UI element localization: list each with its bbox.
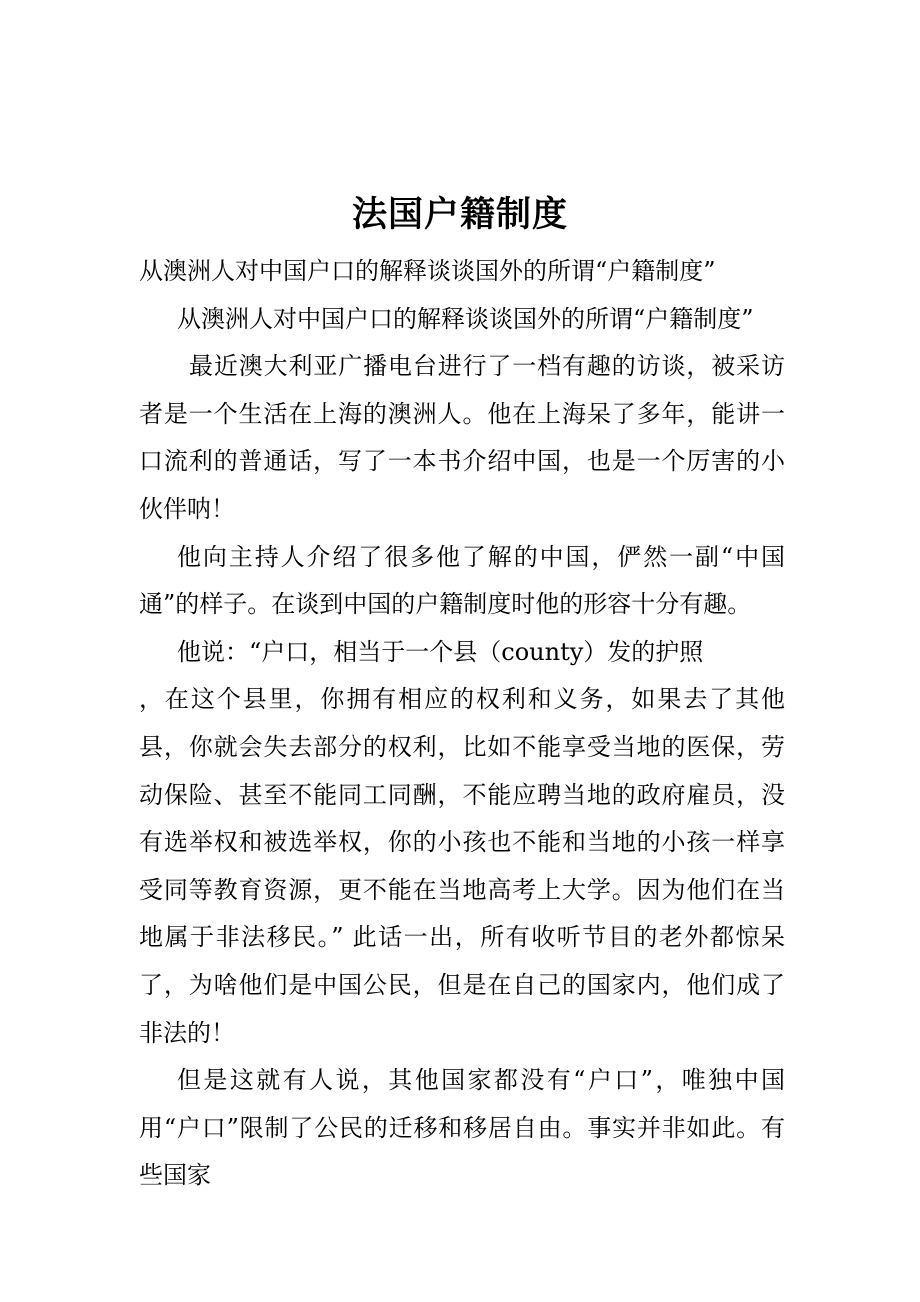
- paragraph-subtitle-repeat: 从澳洲人对中国户口的解释谈谈国外的所谓“户籍制度”: [177, 304, 754, 333]
- paragraph-china-expert: 他向主持人介绍了很多他了解的中国，俨然一副“中国通”的样子。在谈到中国的户籍制度时他的形容十分有趣。: [139, 542, 785, 619]
- paragraph-intro: 最近澳大利亚广播电台进行了一档有趣的访谈，被采访者是一个生活在上海的澳洲人。他在上海呆了多年，能讲一口流利的普通话，写了一本书介绍中国，也是一个厉害的小伙伴呐！: [139, 352, 785, 523]
- document-body: [139, 248, 785, 1200]
- document-title: 法国户籍制度: [351, 194, 568, 236]
- paragraph-subtitle: 从澳洲人对中国户口的解释谈谈国外的所谓“户籍制度”: [139, 257, 716, 285]
- paragraph-other-countries: 但是这就有人说，其他国家都没有“户口”，唯独中国用“户口”限制了公民的迁移和移居自由。事实并非如此。有些国家: [139, 1066, 785, 1190]
- paragraph-quote-start: 他说：“户口，相当于一个县（county）发的护照: [177, 637, 704, 666]
- paragraph-quote-body: ，在这个县里，你拥有相应的权利和义务，如果去了其他县，你就会失去部分的权利，比如不能享受当地的医保，劳动保险、甚至不能同工同酬，不能应聘当地的政府雇员，没有选举权和被选举权，你的小孩也不能和当地的小孩一样享受同等教育资源，更不能在当地高考上大学。因为他们在当地属于非法移民。” 此话一出，所有收听节目的老外都惊呆了，为啥他们是中国公民，但是在自己的国家内，他们成了非法的！: [139, 685, 785, 1047]
